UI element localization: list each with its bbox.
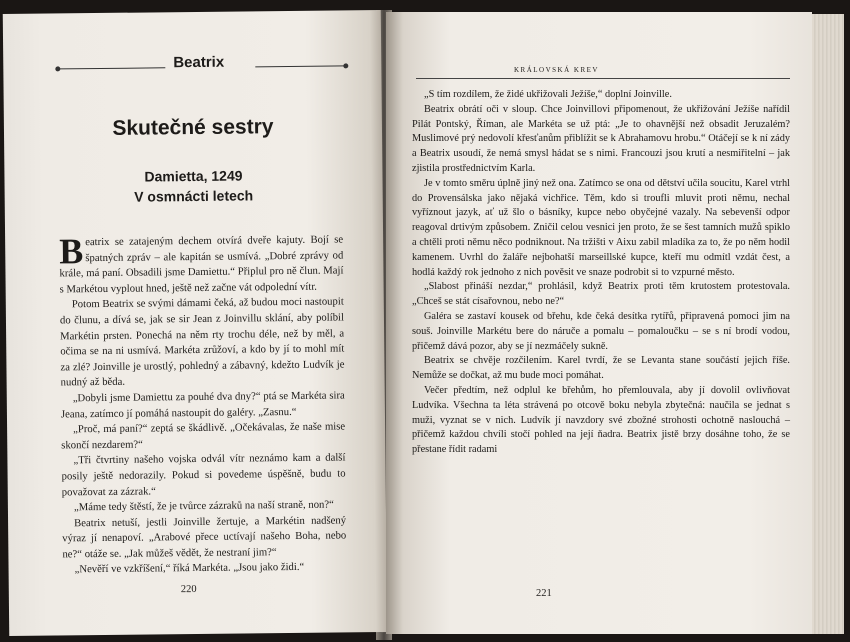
header-rule-left [59,67,165,69]
page-number: 221 [536,588,552,599]
header-rule [416,78,790,79]
paragraph: „Tři čtvrtiny našeho vojska odvál vítr neznámo kam a další posily ještě nedorazily. Pokud si povedeme úspěšně, budu to považovat za zázrak.“ [61,451,346,498]
paragraph: Galéra se zastaví kousek od břehu, kde čeká desítka rytířů, připravená pomoci jim na souš. Joinville Markétu bere do náruče a pomalu – pomaloučku – se s ní brodí vodou, přičemž dává pozor, aby se jí nezmáčely sukně. [412,310,790,352]
page-number: 220 [180,583,197,596]
paragraph: Beatrix se zatajeným dechem otvírá dveře kajuty. Bojí se špatných zpráv – ale kapitán se usmívá. „Dobré zprávy od krále, má paní. Obsadili jsme Damiettu.“ Připlul pro ně člun. Mají s Markétou vyplout hned, ještě než začne vát odpolední vítr. [59,231,344,296]
paragraph: Beatrix obrátí oči v sloup. Chce Joinvillovi připomenout, že ukřižování Ježíše nařídil Pilát Pontský, Říman, ale Markéta se už ptá: „Je to ohavnější než obsadit Jeruzalém? Muslimové prý nedovolí křesťanům přiblížit se k Abrahamovu hrobu.“ Otáčejí se k ní zády a Beatrix usoudí, že nemá smysl hádat se s nimi. Francouzi jsou krutí a nesmiřitelní – jak zjistila prostřednictvím Karla. [412,103,790,174]
paragraph: „Máme tedy štěstí, že je tvůrce zázraků na naší straně, non?“ [73,498,334,514]
paragraph: „S tím rozdílem, že židé ukřižovali Ježíše,“ doplní Joinville. [424,89,672,100]
right-body-text [412,88,790,458]
page-edges [812,14,844,634]
chapter-place-date: Damietta, 1249 [144,167,243,185]
paragraph: „Dobyli jsme Damiettu za pouhé dva dny?“ ptá se Markéta sira Jeana, zatímco jí pomáhá nastoupit do galéry. „Zasnu.“ [60,389,345,420]
right-page [386,12,812,634]
chapter-name: Beatrix [173,53,225,72]
chapter-title: Skutečné sestry [112,115,274,140]
paragraph: Je v tomto směru úplně jiný než ona. Zatímco se ona od dětství učila soucitu, Karel vtrhl do Provensálska jako nějaká vichřice. Těm, kdo si troufli mluvit proti němu, nechal vyříznout jazyk, ať už šlo o básníky, kupce nebo obyčejné vazaly. Na sebevenší odpor reagoval drtivým způsobem. Zničil celou vesnici jen proto, že se šest tamních mužů spiklo a chtěli proti němu něco podniknout. Na tržišti v Aixu zabil mladíka za to, že po něm hodil kamenem. Uvrhl do žaláře nejbohatší marseillské kupce, kteří mu odmítl vzdát čest, a hodlá každý rok jednoho z nich pověsit ve snaze podrobit si to vzpurné město. [412,177,790,278]
header-rule-right [255,65,345,67]
chapter-age: V osmnácti letech [134,187,254,205]
paragraph: Potom Beatrix se svými dámami čeká, až budou moci nastoupit do člunu, a dívá se, jak se sir Jean z Joinvillu sklání, aby políbil Markétin prsten. Ponechá na něm rty trochu déle, než by měl, a očima se na ni usmívá. Markéta zrůžoví, a kdo by jí to mohl mít za zlé? Joinville je urostlý, pohledný a zábavný, kdežto Ludvík je nudný až běda. [59,295,345,389]
left-page [3,10,387,636]
paragraph: „Slabost přináší nezdar,“ prohlásil, když Beatrix proti těm krutostem protestovala. „Chceš se stát císařovnou, nebo ne?“ [412,281,790,308]
paragraph: „Proč, má paní?“ zeptá se škádlivě. „Očekávalas, že naše mise skončí nezdarem?“ [61,420,346,452]
drop-cap: B [59,231,84,272]
paragraph: Beatrix netuší, jestli Joinville žertuje, a Markétin nadšený výraz jí nenapoví. „Arabové přece uctívají našeho Boha, nebo ne?“ otáže se. „Jak můžeš vědět, že nestraní jim?“ [62,514,347,561]
paragraph: Beatrix se chvěje rozčilením. Karel tvrdí, že se Levanta stane součástí jejich říše. Nemůže se dočkat, až mu bude moci pomáhat. [412,355,790,382]
chapter-header [55,54,355,79]
ornament-dot [343,63,348,68]
left-body-text [59,232,347,578]
paragraph: Večer předtím, než odplul ke břehům, ho přemlouvala, aby jí dovolil ovlivňovat Ludvíka. Všechna ta léta strávená po otcově boku nebyla zbytečná: naučila se jednat s muži, vyznat se v nich. Ludvík jí navzdory své zbožné strohosti ochotně naslouchá – přičemž každou chvíli stočí pohled na její ňadra. Beatrix jistě brzy dosáhne toho, že se přestane řídit radami [412,384,790,456]
running-head: KRÁLOVSKÁ KREV [514,66,599,74]
paragraph: „Nevěří ve vzkříšení,“ říká Markéta. „Jsou jako židi.“ [74,561,305,576]
